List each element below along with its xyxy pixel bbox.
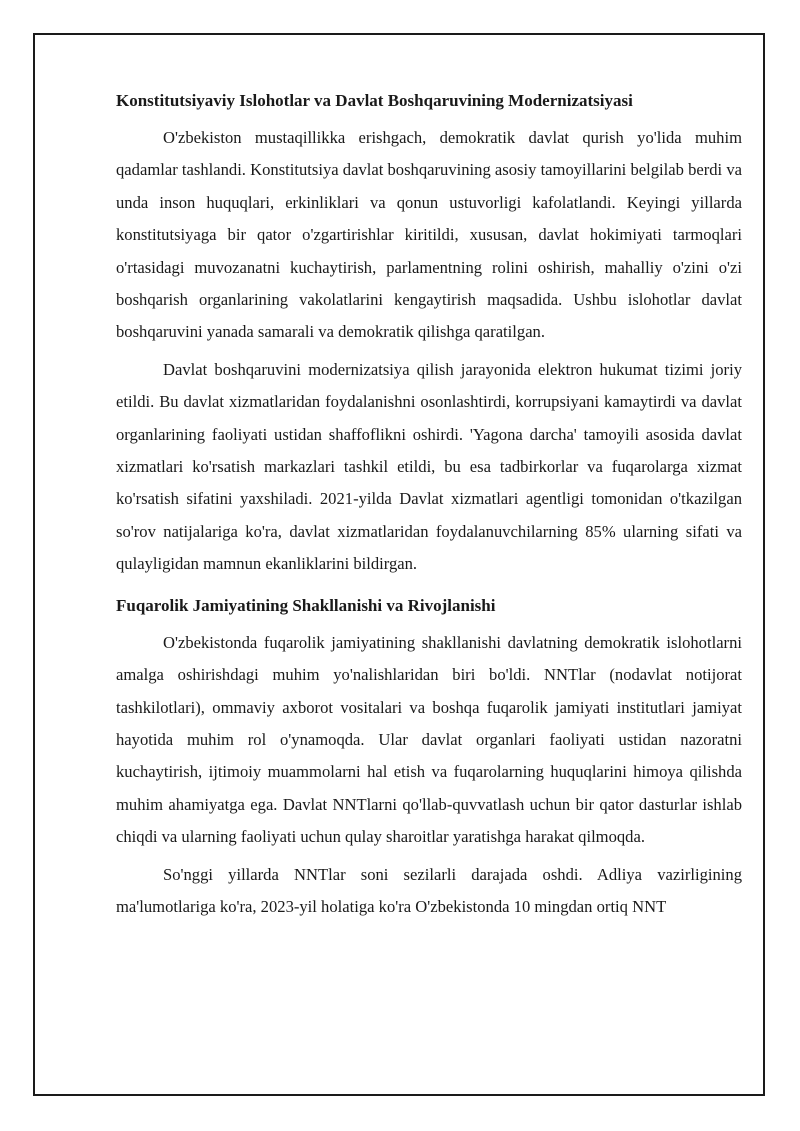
section-heading-constitutional-reforms: Konstitutsiyaviy Islohotlar va Davlat Boshqaruvining Modernizatsiyasi: [116, 91, 633, 110]
paragraph: So'nggi yillarda NNTlar soni sezilarli darajada oshdi. Adliya vazirligining ma'lumotlariga ko'ra, 2023-yil holatiga ko'ra O'zbekistonda 10 mingdan ortiq NNT: [116, 864, 742, 916]
paragraph: O'zbekiston mustaqillikka erishgach, demokratik davlat qurish yo'lida muhim qadamlar tashlandi. Konstitutsiya davlat boshqaruvining asosiy tamoyillarini belgilab berdi va unda inson huquqlari, erkinliklari va qonun ustuvorligi kafolatlandi. Keyingi yillarda konstitutsiyaga bir qator o'zgartirishlar kiritildi, xususan, davlat hokimiyati tarmoqlari o'rtasidagi muvozanatni kuchaytirish, parlamentning rolini oshirish, mahalliy o'zini o'zi boshqarish organlarining vakolatlarini kengaytirish maqsadida. Ushbu islohotlar davlat boshqaruvini yanada samarali va demokratik qilishga qaratilgan.: [116, 128, 742, 342]
paragraph: O'zbekistonda fuqarolik jamiyatining shakllanishi davlatning demokratik islohotlarni amalga oshirishdagi muhim yo'nalishlaridan biri bo'ldi. NNTlar (nodavlat notijorat tashkilotlari), ommaviy axborot vositalari va boshqa fuqarolik jamiyati institutlari jamiyat hayotida muhim rol o'ynamoqda. Ular davlat organlari faoliyati ustidan nazoratni kuchaytirish, ijtimoiy muammolarni hal etish va fuqarolarning huquqlarini himoya qilishda muhim ahamiyatga ega. Davlat NNTlarni qo'llab-quvvatlash uchun bir qator dasturlar ishlab chiqdi va ularning faoliyati uchun qulay sharoitlar yaratishga harakat qilmoqda.: [116, 632, 742, 847]
paragraph: Davlat boshqaruvini modernizatsiya qilish jarayonida elektron hukumat tizimi joriy etildi. Bu davlat xizmatlaridan foydalanishni osonlashtirdi, korrupsiyani kamaytirdi va davlat organlarining faoliyati ustidan shaffoflikni oshirdi. 'Yagona darcha' tamoyili asosida davlat xizmatlari ko'rsatish markazlari tashkil etildi, bu esa tadbirkorlar va fuqarolarga xizmat ko'rsatish sifatini yaxshiladi. 2021-yilda Davlat xizmatlari agentligi tomonidan o'tkazilgan so'rov natijalariga ko'ra, davlat xizmatlaridan foydalanuvchilarning 85% ularning sifati va qulayligidan mamnun ekanliklarini bildirgan.: [116, 359, 742, 574]
document-body: [116, 85, 742, 928]
section-heading-civil-society: Fuqarolik Jamiyatining Shakllanishi va Rivojlanishi: [116, 595, 496, 615]
